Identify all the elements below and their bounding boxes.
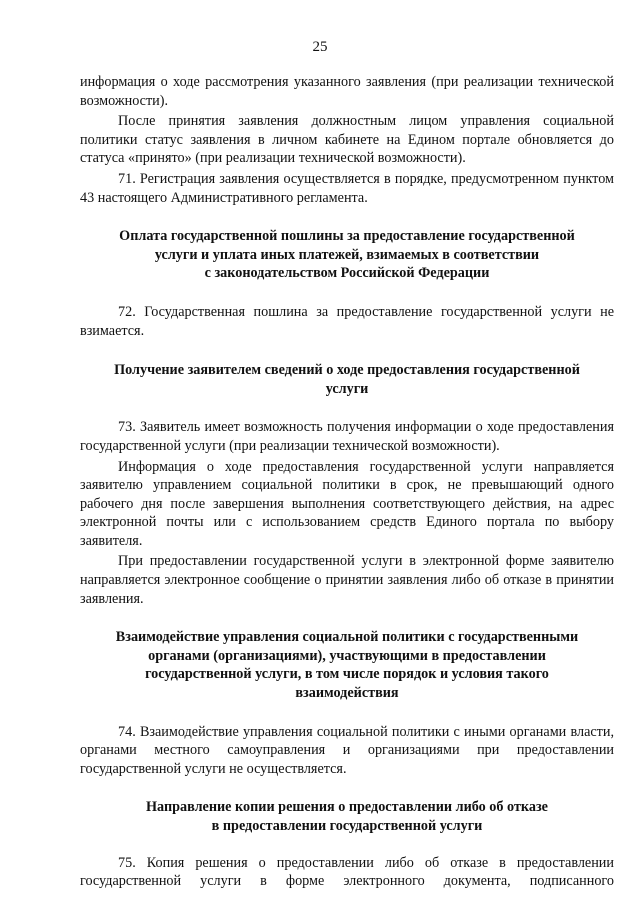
heading-decision-copy (80, 798, 614, 835)
heading-line: Оплата государственной пошлины за предоставление государственной (119, 228, 575, 245)
heading-line: Взаимодействие управления социальной политики с государственными (115, 629, 579, 646)
heading-line: взаимодействия (295, 685, 399, 702)
heading-progress-info (80, 361, 614, 398)
heading-line: с законодательством Российской Федерации (204, 265, 490, 282)
page-number: 25 (312, 39, 328, 55)
page-content (80, 73, 614, 891)
heading-line: Направление копии решения о предоставлении либо об отказе (146, 799, 548, 816)
paragraph-74: 74. Взаимодействие управления социальной политики с иными органами власти, органами местного самоуправления и организациями при предоставлении государственной услуги не осуществляется. (80, 723, 614, 777)
heading-line: в предоставлении государственной услуги (211, 818, 483, 834)
heading-line: услуги и уплата иных платежей, взимаемых в соответствии (154, 246, 540, 263)
paragraph-72: 72. Государственная пошлина за предоставление государственной услуги не взимается. (80, 303, 614, 339)
heading-line: услуги (325, 380, 369, 397)
paragraph-75: 75. Копия решения о предоставлении либо об отказе в предоставлении государственной услуги в форме электронного документа, подписанного (80, 854, 614, 890)
paragraph-progress-info: Информация о ходе предоставления государственной услуги направляется заявителю управлением социальной политики в срок, не превышающий одного рабочего дня после завершения выполнения соответствующего действия, на адрес электронной почты или с использованием средств Единого портала по выбору заявителя. (80, 458, 614, 549)
paragraph-71: 71. Регистрация заявления осуществляется в порядке, предусмотренном пунктом 43 настоящего Административного регламента. (80, 170, 614, 206)
heading-interaction (80, 628, 614, 702)
heading-line: Получение заявителем сведений о ходе предоставления государственной (114, 362, 580, 379)
paragraph-status-update: После принятия заявления должностным лицом управления социальной политики статус заявления в личном кабинете на Едином портале обновляется до статуса «принято» (при реализации технической возможности). (80, 113, 614, 167)
paragraph-electronic-message: При предоставлении государственной услуги в электронной форме заявителю направляется электронное сообщение о принятии заявления либо об отказе в принятии заявления. (80, 553, 614, 607)
paragraph-73: 73. Заявитель имеет возможность получения информации о ходе предоставления государственной услуги (при реализации технической возможности). (80, 419, 614, 454)
paragraph-continuation: информация о ходе рассмотрения указанного заявления (при реализации технической возможности). (80, 74, 614, 109)
heading-line: органами (организациями), участвующими в предоставлении (148, 647, 546, 664)
heading-state-fee (80, 227, 614, 283)
heading-line: государственной услуги, в том числе порядок и условия такого (145, 666, 549, 683)
